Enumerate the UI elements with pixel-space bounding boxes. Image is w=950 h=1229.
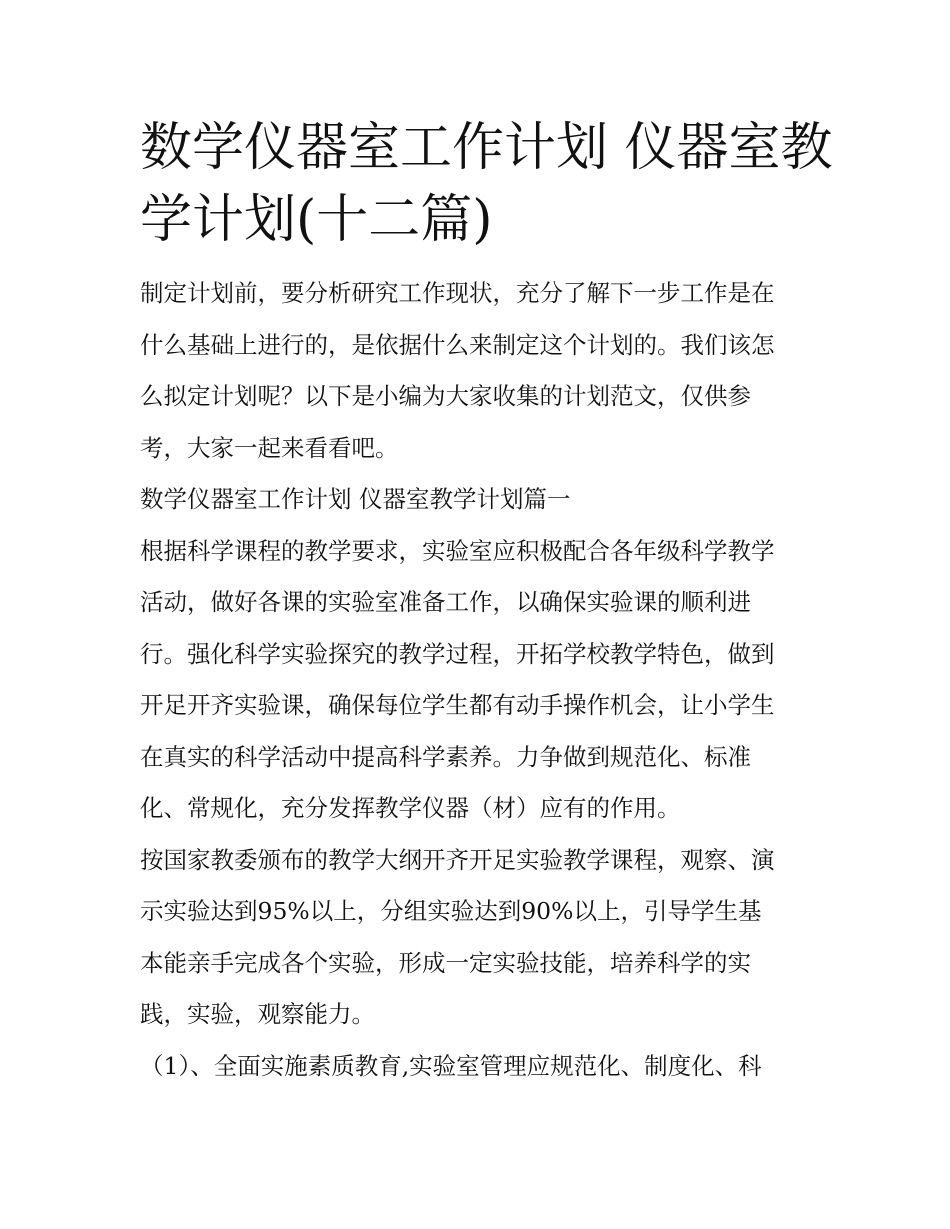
paragraph-line: 按国家教委颁布的教学大纲开齐开足实验教学课程，观察、演 (140, 845, 775, 874)
paragraph-line: 开足开齐实验课，确保每位学生都有动手操作机会，让小学生 (140, 691, 775, 719)
paragraph-line: 根据科学课程的教学要求，实验室应积极配合各年级科学教学 (140, 536, 775, 565)
document-page (140, 112, 833, 1092)
paragraph-line: 化、常规化，充分发挥教学仪器（材）应有的作用。 (140, 794, 681, 822)
document-title (140, 112, 833, 256)
intro-line: 么拟定计划呢？以下是小编为大家收集的计划范文，仅供参 (140, 382, 751, 410)
title-line: 学计划(十二篇) (140, 190, 493, 250)
intro-line: 考，大家一起来看看吧。 (140, 433, 399, 462)
paragraph-line: 本能亲手完成各个实验，形成一定实验技能，培养科学的实 (140, 948, 751, 977)
document-body (140, 268, 812, 1092)
title-line: 数学仪器室工作计划 仪器室教 (140, 118, 833, 178)
paragraph-line: 示实验达到95%以上，分组实验达到90%以上，引导学生基 (140, 897, 762, 925)
section-heading: 数学仪器室工作计划 仪器室教学计划篇一 (140, 485, 571, 513)
paragraph-line: 在真实的科学活动中提高科学素养。力争做到规范化、标准 (140, 742, 751, 771)
list-item-line: （1）、全面实施素质教育,实验室管理应规范化、制度化、科 (140, 1051, 762, 1080)
paragraph-line: 践，实验，观察能力。 (140, 1000, 375, 1028)
paragraph-line: 行。强化科学实验探究的教学过程，开拓学校教学特色，做到 (140, 639, 775, 668)
paragraph-line: 活动，做好各课的实验室准备工作，以确保实验课的顺利进 (140, 588, 751, 616)
intro-line: 什么基础上进行的，是依据什么来制定这个计划的。我们该怎 (140, 330, 775, 359)
intro-line: 制定计划前，要分析研究工作现状，充分了解下一步工作是在 (140, 279, 775, 307)
